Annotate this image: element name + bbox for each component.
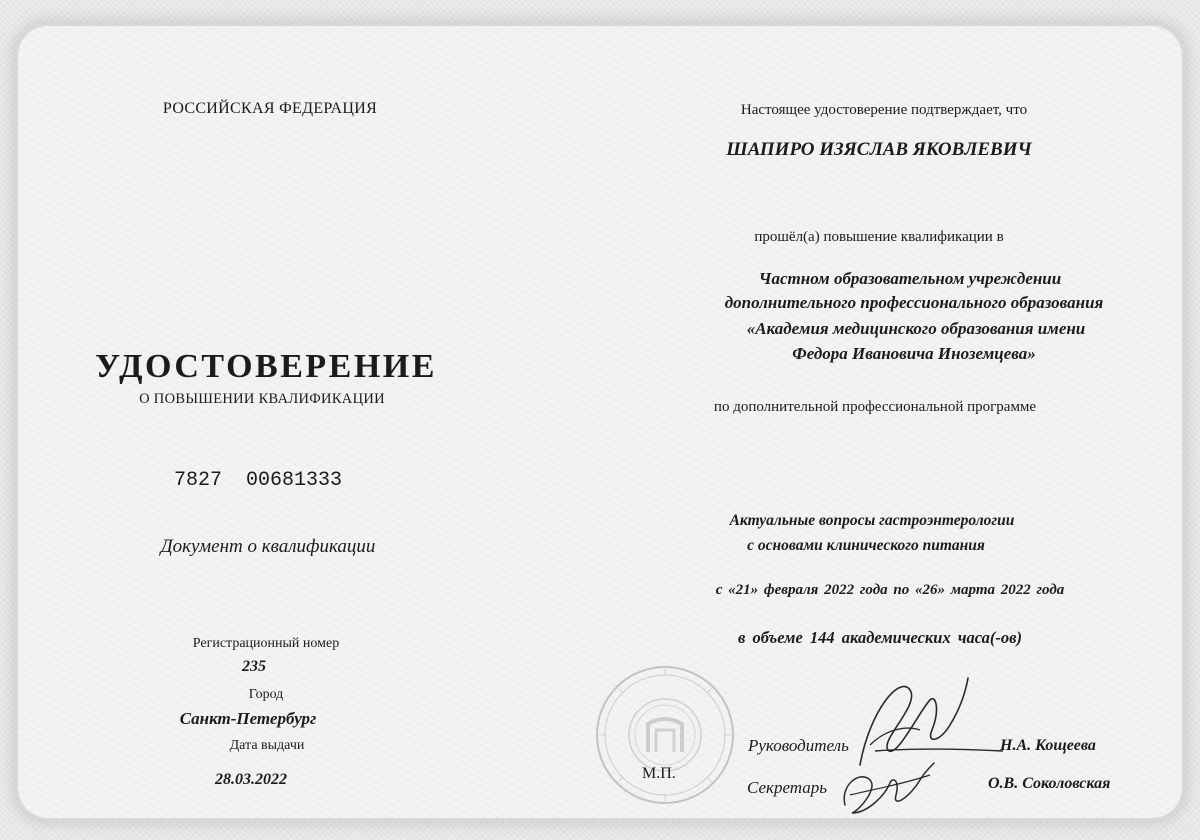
program-label: по дополнительной профессиональной программе [713,399,1037,415]
secretary-signature [830,755,940,825]
training-period: с «21» февраля 2022 года по «26» марта 2022 года [715,582,1065,598]
institution-line: Частном образовательном учреждении [758,269,1062,288]
city-value: Санкт-Петербург [179,709,317,728]
person-name: ШАПИРО ИЗЯСЛАВ ЯКОВЛЕВИЧ [726,139,1032,160]
country-heading: РОССИЙСКАЯ ФЕДЕРАЦИЯ [162,100,378,117]
program-name-line: Актуальные вопросы гастроэнтерологии [729,512,1015,529]
document-type: Документ о квалификации [160,536,376,557]
secretary-name: О.В. Соколовская [988,775,1111,792]
registration-number-value: 235 [242,658,266,675]
city-label: Город [248,687,284,702]
head-role-label: Руководитель [748,736,849,755]
training-volume: в объеме 144 академических часа(-ов) [737,628,1023,647]
document-subtitle: О ПОВЫШЕНИИ КВАЛИФИКАЦИИ [139,391,385,407]
document-series: 7827 [174,469,223,492]
stamp-place-label: М.П. [642,765,676,782]
issue-date-label: Дата выдачи [229,738,305,753]
secretary-role-label: Секретарь [747,778,827,797]
registration-number-label: Регистрационный номер [192,636,340,651]
document-title: УДОСТОВЕРЕНИЕ [95,348,437,385]
program-name-line: с основами клинического питания [747,537,985,554]
confirmation-text: Настоящее удостоверение подтверждает, что [740,102,1028,118]
document-number: 00681333 [246,469,343,492]
issue-date-value: 28.03.2022 [215,771,287,788]
institution-line: Федора Ивановича Иноземцева» [792,344,1036,363]
institution-line: «Академия медицинского образования имени [746,319,1086,338]
institution-line: дополнительного профессионального образования [724,293,1104,312]
qualification-passed-text: прошёл(а) повышение квалификации в [754,229,1004,245]
head-name: Н.А. Кощеева [1000,737,1096,754]
round-seal-stamp [590,660,740,810]
